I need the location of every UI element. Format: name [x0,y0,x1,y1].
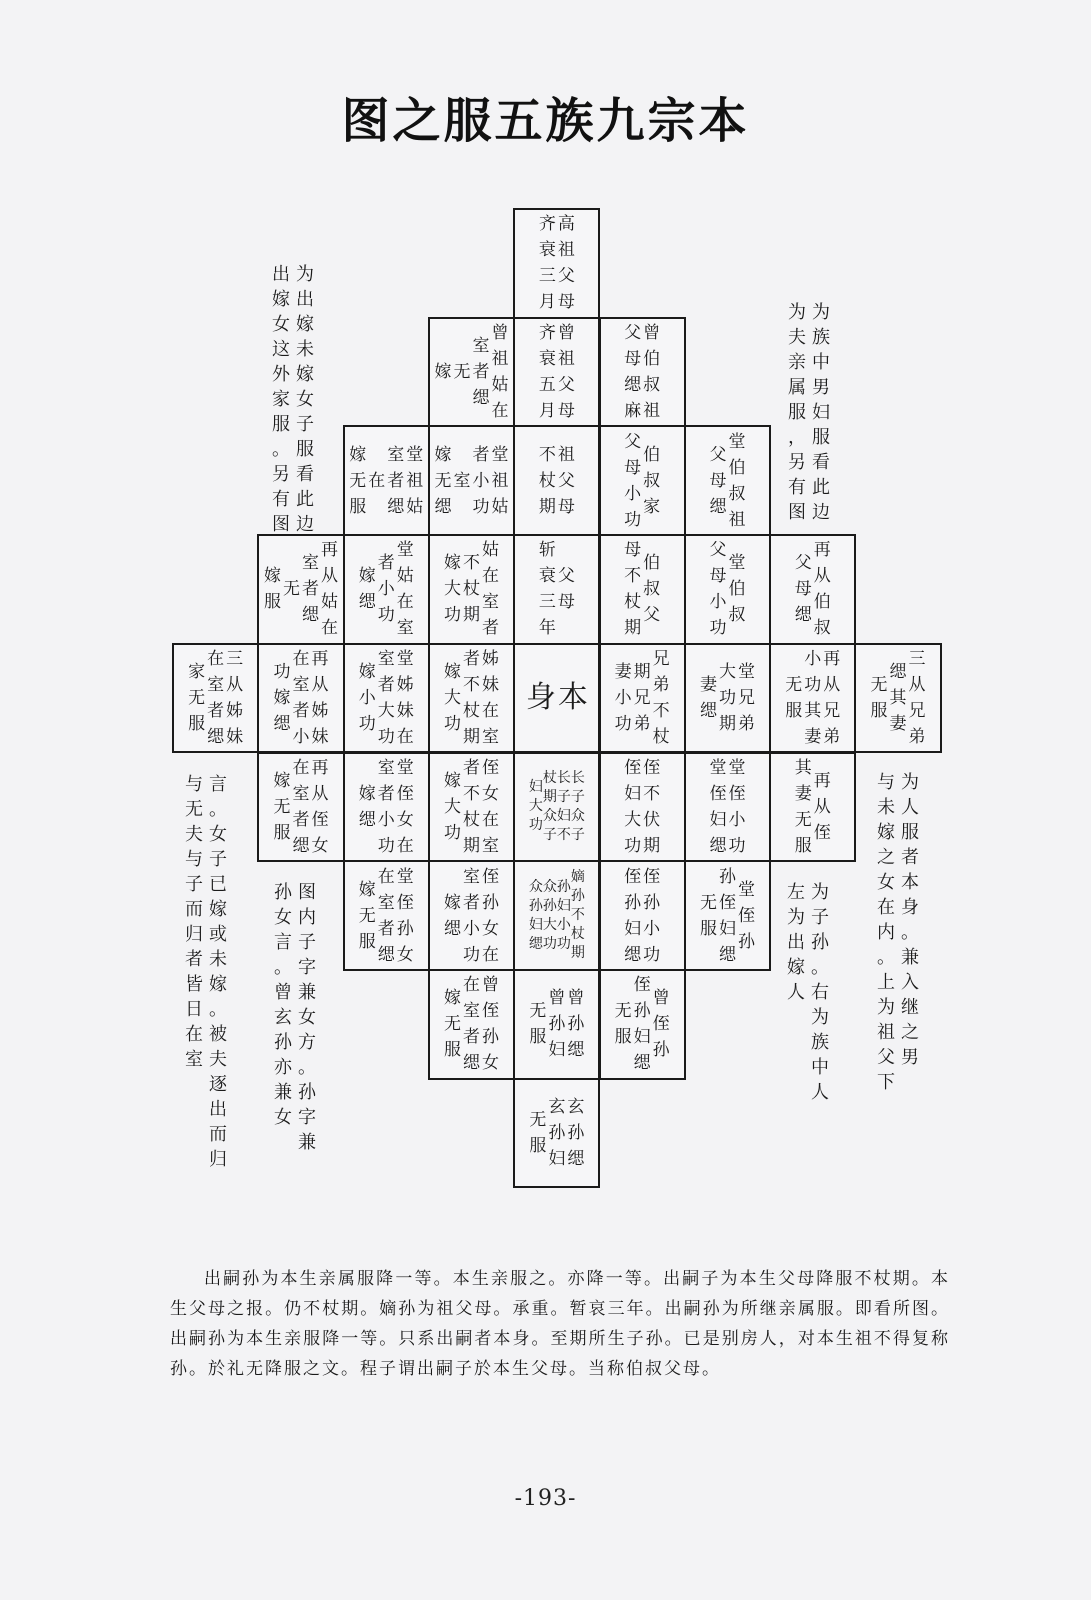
text-column: 者 不 杖 期 [463,757,481,856]
text-column: 孙 侄 妇 缌 [718,866,736,965]
text-column: 堂 侄 小 功 [728,757,746,856]
text-column: 齐 衰 五 月 [538,323,556,422]
kinship-cell [684,425,771,536]
text-column: 父 母 [557,566,575,613]
kinship-cell [599,425,686,536]
text-column: 嫡 孙 不 杖 期 [570,869,585,962]
text-column: 众 孙 妇 缌 [528,878,543,952]
kinship-cell [513,208,600,319]
text-column: 身 [525,680,556,716]
text-column: 杖 期 众 子 [542,769,557,843]
text-column: 缌 其 妻 [889,662,907,735]
text-column: 嫁 [434,362,452,383]
text-column: 嫁 小 功 [358,662,376,735]
kinship-cell [769,534,856,645]
text-column: 齐 衰 三 月 [538,214,556,313]
text-column: 曾 侄 孙 女 [482,975,500,1074]
text-column: 伯 叔 家 [643,444,661,517]
kinship-cell [684,752,771,863]
kinship-cell [428,860,515,971]
text-column: 期 兄 弟 [633,662,651,735]
text-column: 堂 侄 妇 缌 [709,757,727,856]
kinship-cell [428,643,515,754]
text-column: 长 子 众 子 [570,769,585,843]
note-bottom-far-left [185,772,227,1172]
text-column: 侄 不 伏 期 [643,757,661,856]
text-column: 嫁 无 缌 [434,444,452,517]
text-column: 高 祖 父 母 [557,214,575,313]
text-column: 嫁 无 服 [358,879,376,952]
kinship-cell [428,534,515,645]
kinship-cell [769,643,856,754]
text-column: 图 内 子 字 兼 女 方 。 孙 字 兼 [298,882,316,1153]
text-column: 堂 侄 女 在 [396,757,414,856]
text-column: 孙 妇 小 功 [556,878,571,952]
text-column: 室 者 小 功 [463,866,481,965]
text-column: 堂 侄 孙 女 [396,866,414,965]
text-column: 再 从 侄 [813,770,831,843]
text-column: 众 孙 大 功 [542,878,557,952]
text-column: 兄 弟 不 杖 [652,649,670,748]
kinship-cell [428,317,515,428]
text-column: 再 从 侄 女 [311,757,329,856]
text-column: 嫁 缌 [358,783,376,830]
text-column: 侄 妇 大 功 [624,757,642,856]
text-column: 嫁 无 服 [444,988,462,1061]
kinship-cell [513,534,600,645]
text-column: 与 无 夫 与 子 而 归 者 皆 日 在 室 [185,774,203,1070]
page-number: -193- [514,1486,577,1511]
kinship-cell [257,643,344,754]
kinship-cell [513,1078,600,1189]
text-column: 功 嫁 缌 [273,662,291,735]
text-column: 堂 兄 弟 [737,662,755,735]
text-column: 三 从 兄 弟 [908,649,926,748]
text-column: 家 无 服 [188,662,206,735]
text-column: 嫁 缌 [444,892,462,939]
text-column: 室 者 缌 [472,336,490,409]
kinship-cell [343,425,430,536]
text-column: 在 室 者 缌 [292,757,310,856]
text-column: 嫁 缌 [358,566,376,613]
kinship-cell [513,969,600,1080]
text-column: 左 为 出 嫁 人 [787,882,805,1003]
text-column: 本 [557,680,588,716]
text-column: 玄 孙 妇 [548,1096,566,1169]
note-bottom-right [787,880,829,1105]
kinship-cell [599,752,686,863]
text-column: 侄 女 在 室 [482,757,500,856]
text-column: 室 者 缌 [301,553,319,626]
kinship-cell [513,752,600,863]
kinship-cell [599,643,686,754]
text-column: 无 服 [870,675,888,722]
text-column: 妻 缌 [699,675,717,722]
text-column: 玄 孙 缌 [567,1096,585,1169]
text-column: 为 子 孙 。 右 为 族 中 人 [811,882,829,1103]
text-column: 侄 孙 小 功 [643,866,661,965]
kinship-cell [513,643,600,754]
text-column: 者 不 杖 期 [463,649,481,748]
text-column: 室 者 小 功 [377,757,395,856]
text-column: 在 室 者 缌 [207,649,225,748]
text-column: 为 人 服 者 本 身 。 兼 入 继 之 男 [901,772,919,1068]
text-column: 侄 孙 妇 缌 [633,975,651,1074]
text-column: 父 母 缌 [709,444,727,517]
text-column: 长 子 妇 不 [556,769,571,843]
text-column: 堂 伯 叔 [728,553,746,626]
text-column: 不 杖 期 [463,553,481,626]
text-column: 堂 伯 叔 祖 [728,431,746,530]
text-column: 小 功 其 妻 [804,649,822,748]
text-column: 再 从 姊 妹 [311,649,329,748]
text-column: 无 [453,362,471,383]
text-column: 大 功 期 [718,662,736,735]
kinship-cell [513,425,600,536]
text-column: 无 服 [785,675,803,722]
kinship-cell [428,425,515,536]
kinship-cell [343,752,430,863]
text-column: 在 室 者 缌 [377,866,395,965]
text-column: 姑 在 室 者 [482,540,500,639]
note-bottom-left [274,880,316,1155]
text-column: 嫁 大 功 [444,553,462,626]
text-column: 为 族 中 男 妇 服 看 此 边 [812,302,830,523]
text-column: 曾 祖 父 母 [557,323,575,422]
text-column: 堂 侄 孙 [737,879,755,952]
text-column: 者 小 功 [377,553,395,626]
text-column: 堂 祖 姑 [491,444,509,517]
text-column: 母 不 杖 期 [624,540,642,639]
text-column: 在 室 者 小 [292,649,310,748]
text-column: 曾 伯 叔 祖 [643,323,661,422]
kinship-cell [599,860,686,971]
text-column: 者 小 功 [472,444,490,517]
text-column: 侄 孙 女 在 [482,866,500,965]
text-column: 父 母 小 功 [624,431,642,530]
text-column: 父 母 缌 [794,553,812,626]
text-column: 言 。 女 子 已 嫁 或 未 嫁 。 被 夫 逐 出 而 归 [209,774,227,1170]
text-column: 堂 姊 妹 在 [396,649,414,748]
text-column: 曾 孙 妇 [548,988,566,1061]
kinship-cell [684,643,771,754]
text-column: 出 嫁 女 这 外 家 服 。 另 有 图 [272,264,290,535]
text-column: 伯 叔 父 [643,553,661,626]
kinship-cell [428,969,515,1080]
text-column: 嫁 大 功 [444,770,462,843]
text-column: 在 [368,470,386,491]
text-column: 无 服 [529,1109,547,1156]
kinship-cell [599,534,686,645]
text-column: 再 从 兄 弟 [823,649,841,748]
text-column: 室 者 缌 [387,444,405,517]
kinship-cell [343,860,430,971]
kinship-cell [257,534,344,645]
kinship-cell [343,643,430,754]
text-column: 不 杖 期 [538,444,556,517]
text-column: 与 未 嫁 之 女 在 内 。 上 为 祖 父 下 [877,772,895,1093]
text-column: 其 妻 无 服 [794,757,812,856]
text-column: 堂 姑 在 室 [396,540,414,639]
kinship-cell [769,752,856,863]
text-column: 孙 女 言 。 曾 玄 孙 亦 兼 女 [274,882,292,1128]
text-column: 嫁 服 [263,566,281,613]
text-column: 妻 小 功 [614,662,632,735]
text-column: 侄 孙 妇 缌 [624,866,642,965]
text-column: 妇 大 功 [528,779,543,834]
page-title: 图之服五族九宗本 [341,93,750,149]
kinship-cell [257,752,344,863]
text-column: 无 服 [614,1001,632,1048]
text-column: 室 者 大 功 [377,649,395,748]
text-column: 为 夫 亲 属 服 ， 另 有 图 [788,302,806,523]
kinship-cell [599,317,686,428]
kinship-cell [513,317,600,428]
text-column: 室 [453,470,471,491]
kinship-cell [428,752,515,863]
note-top-left [272,262,314,537]
text-column: 再 从 伯 叔 [813,540,831,639]
text-column: 再 从 姑 在 [320,540,338,639]
text-column: 祖 父 母 [557,444,575,517]
kinship-cell [513,860,600,971]
text-column: 姊 妹 在 室 [482,649,500,748]
kinship-cell [172,643,259,754]
kinship-cell [854,643,941,754]
text-column: 曾 孙 缌 [567,988,585,1061]
text-column: 父 母 缌 麻 [624,323,642,422]
text-column: 斩 衰 三 年 [538,540,556,639]
kinship-cell [684,860,771,971]
text-column: 嫁 大 功 [444,662,462,735]
note-bottom-far-right [877,770,919,1095]
text-column: 无 [282,579,300,600]
text-column: 堂 祖 姑 [406,444,424,517]
text-column: 父 母 小 功 [709,540,727,639]
text-column: 在 室 者 缌 [463,975,481,1074]
kinship-cell [684,534,771,645]
text-column: 嫁 无 服 [349,444,367,517]
note-top-right [788,300,830,525]
text-column: 无 服 [699,892,717,939]
text-column: 曾 侄 孙 [652,988,670,1061]
kinship-cell [343,534,430,645]
text-column: 为 出 嫁 未 嫁 女 子 服 看 此 边 [296,264,314,535]
kinship-cell [599,969,686,1080]
footnote-text: 出嗣孙为本生亲属服降一等。本生亲服之。亦降一等。出嗣子为本生父母降服不杖期。本生父母之报。仍不杖期。嫡孙为祖父母。承重。暂哀三年。出嗣孙为所继亲属服。即看所图。出嗣孙为本生亲服降一等。只系出嗣者本身。至期所生子孙。已是别房人，对本生祖不得复称孙。於礼无降服之文。程子谓出嗣子於本生父母。当称伯叔父母。 [170,1269,950,1379]
text-column: 三 从 姊 妹 [226,649,244,748]
text-column: 嫁 无 服 [273,770,291,843]
text-column: 无 服 [529,1001,547,1048]
text-column: 曾 祖 姑 在 [491,323,509,422]
